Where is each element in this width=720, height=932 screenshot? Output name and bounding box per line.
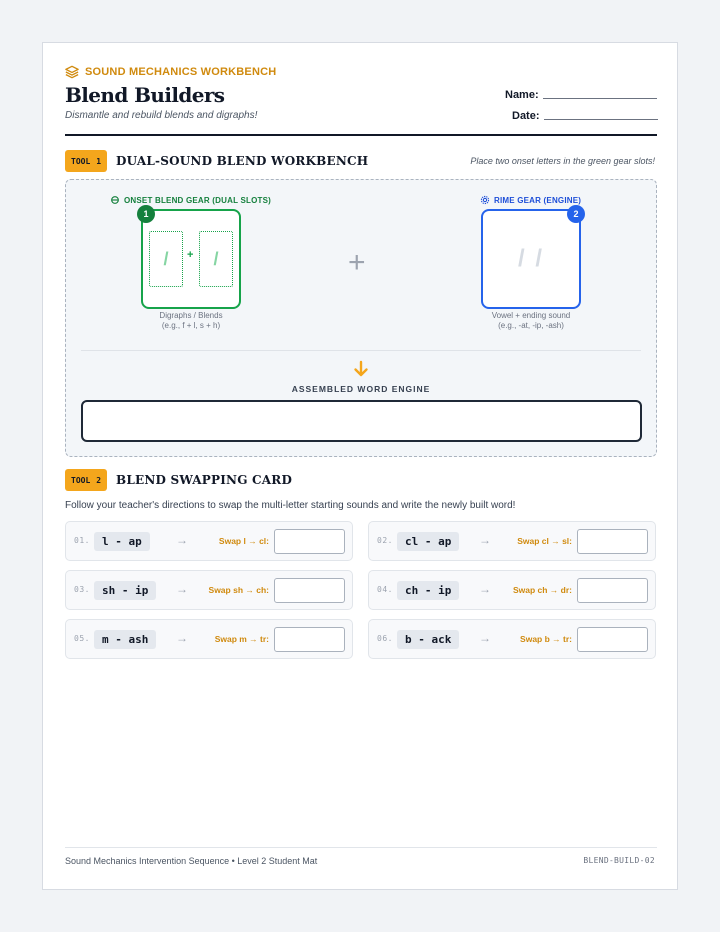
onset-gear-label	[110, 195, 271, 205]
onset-caption-line-1: Digraphs / Blends	[159, 311, 223, 320]
swap-number: 01.	[74, 536, 90, 545]
rime-caption	[461, 311, 601, 331]
onset-gear-label-text: ONSET BLEND GEAR (DUAL SLOTS)	[124, 195, 271, 205]
rime-gear-label	[480, 195, 581, 205]
onset-slot-1[interactable]: /	[149, 231, 183, 287]
tool-2-badge-number: 2	[96, 475, 102, 485]
swap-instruction: Swap sh → ch:	[208, 585, 269, 595]
page-title: Blend Builders	[65, 83, 225, 107]
swap-card	[65, 619, 353, 659]
onset-gear-box	[141, 209, 241, 309]
rime-gear-label-text: RIME GEAR (ENGINE)	[494, 195, 582, 205]
name-field[interactable]	[505, 89, 657, 101]
tool-1-badge-label: TOOL	[71, 156, 91, 166]
onset-slot-2[interactable]: /	[199, 231, 233, 287]
swap-answer-input[interactable]	[274, 529, 345, 554]
swap-instruction: Swap m → tr:	[214, 634, 269, 644]
tool-2-instructions: Follow your teacher's directions to swap the multi-letter starting sounds and write the newly built word!	[65, 500, 516, 511]
worksheet-page	[42, 42, 678, 890]
tool-1-badge-number: 1	[96, 156, 102, 166]
swap-word: l - ap	[94, 532, 150, 551]
workbench-divider	[81, 350, 641, 351]
arrow-down-icon	[353, 360, 369, 378]
onset-caption-line-2: (e.g., f + l, s + h)	[161, 321, 221, 330]
onset-number-badge: 1	[137, 205, 155, 223]
swap-instruction: Swap l → cl:	[218, 536, 269, 546]
arrow-right-icon: →	[176, 582, 188, 596]
arrow-right-icon: →	[176, 533, 188, 547]
swap-card	[65, 570, 353, 610]
swap-word: ch - ip	[397, 581, 459, 600]
header-divider	[65, 134, 657, 136]
swap-instruction: Swap b → tr:	[520, 634, 572, 644]
swap-card	[65, 521, 353, 561]
rime-placeholder: / /	[517, 245, 544, 272]
brand-header	[65, 65, 276, 79]
rime-caption-line-2: (e.g., -at, -ip, -ash)	[498, 321, 564, 330]
tool-1-note: Place two onset letters in the green gear slots!	[470, 156, 655, 166]
swap-word: m - ash	[94, 630, 156, 649]
assembled-word-input[interactable]	[81, 400, 642, 442]
tool-1-badge	[65, 150, 107, 172]
settings-gear-icon	[480, 195, 490, 205]
arrow-right-icon: →	[479, 533, 491, 547]
name-label: Name:	[505, 89, 539, 101]
swap-instruction: Swap cl → sl:	[517, 536, 572, 546]
onset-caption	[121, 311, 261, 331]
swap-answer-input[interactable]	[577, 578, 648, 603]
swap-answer-input[interactable]	[274, 627, 345, 652]
swap-number: 02.	[377, 536, 393, 545]
swap-card	[368, 619, 656, 659]
arrow-right-icon: →	[176, 631, 188, 645]
date-label: Date:	[512, 110, 540, 122]
name-line[interactable]	[543, 98, 657, 99]
swap-card	[368, 521, 656, 561]
rime-number-badge: 2	[567, 205, 585, 223]
arrow-right-icon: →	[479, 582, 491, 596]
tool-2-badge-label: TOOL	[71, 475, 91, 485]
onset-slot-plus: +	[187, 249, 194, 261]
date-line[interactable]	[544, 119, 658, 120]
swap-word: b - ack	[397, 630, 459, 649]
swap-word: cl - ap	[397, 532, 459, 551]
page-subtitle: Dismantle and rebuild blends and digraphs!	[65, 110, 258, 121]
swap-number: 04.	[377, 585, 393, 594]
date-field[interactable]	[512, 110, 658, 122]
swap-answer-input[interactable]	[577, 627, 648, 652]
plus-sign: +	[348, 246, 366, 279]
blend-workbench	[65, 179, 657, 457]
footer-divider	[65, 847, 657, 848]
tool-1-title: DUAL-SOUND BLEND WORKBENCH	[116, 154, 369, 168]
rime-gear-box[interactable]	[481, 209, 581, 309]
footer-sequence-label: Sound Mechanics Intervention Sequence • Level 2 Student Mat	[65, 856, 318, 866]
arrow-right-icon: →	[479, 631, 491, 645]
swap-number: 03.	[74, 585, 90, 594]
swap-instruction: Swap ch → dr:	[512, 585, 572, 595]
swap-word: sh - ip	[94, 581, 156, 600]
tool-2-title: BLEND SWAPPING CARD	[116, 473, 293, 487]
swap-number: 06.	[377, 634, 393, 643]
swap-card	[368, 570, 656, 610]
rime-caption-line-1: Vowel + ending sound	[491, 311, 571, 320]
layers-icon	[65, 65, 79, 79]
swap-number: 05.	[74, 634, 90, 643]
tool-2-badge	[65, 469, 107, 491]
engine-label: ASSEMBLED WORD ENGINE	[291, 384, 431, 394]
footer-code: BLEND-BUILD-02	[583, 856, 655, 865]
swap-answer-input[interactable]	[577, 529, 648, 554]
gear-icon	[110, 195, 120, 205]
swap-answer-input[interactable]	[274, 578, 345, 603]
brand-label: SOUND MECHANICS WORKBENCH	[85, 66, 277, 78]
